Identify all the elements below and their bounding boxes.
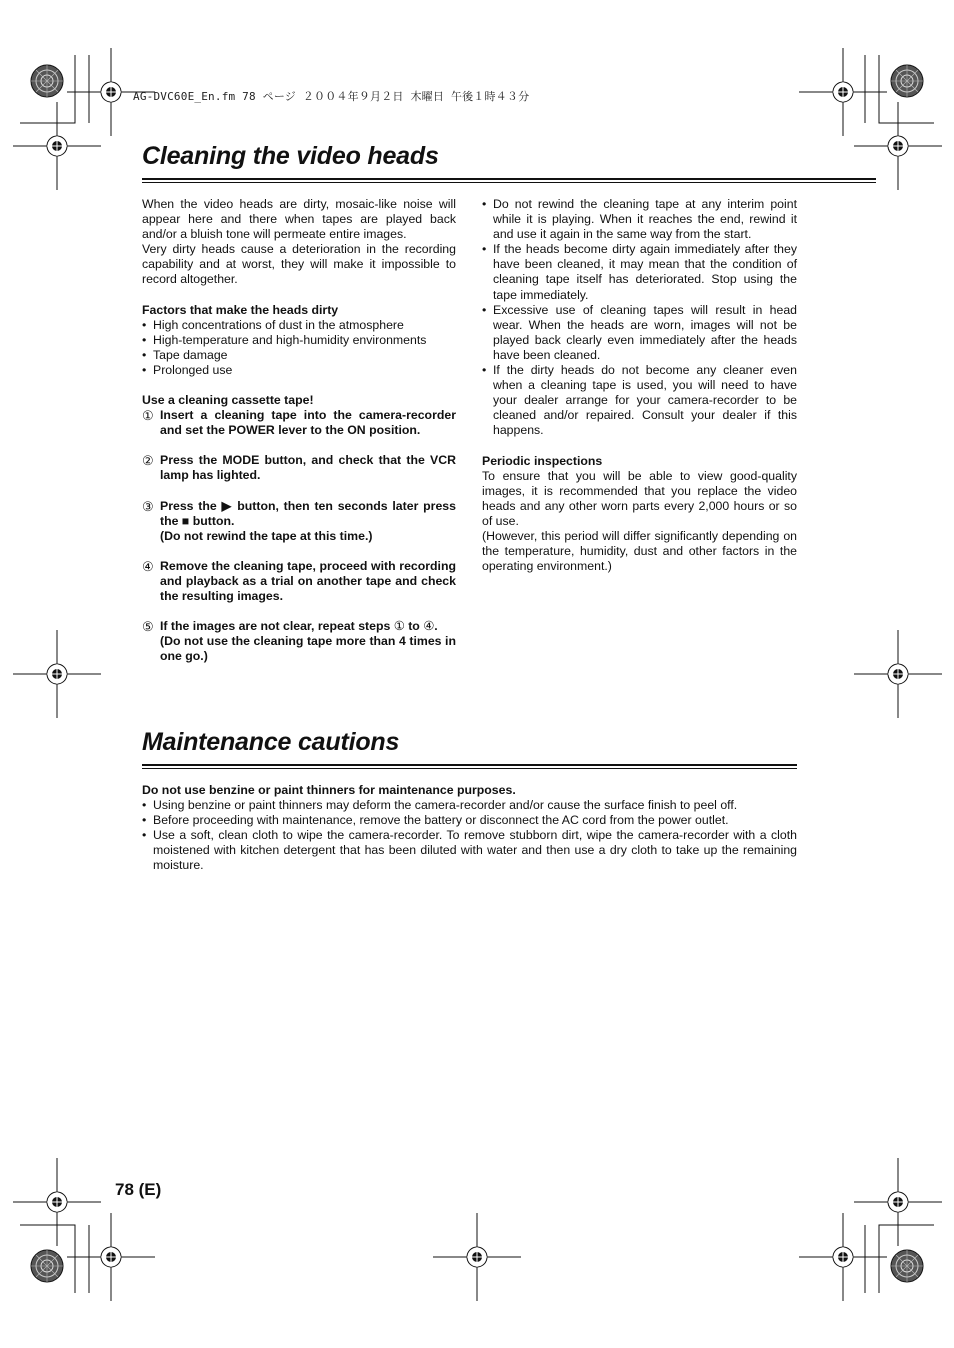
periodic-paragraph: To ensure that you will be able to view good-quality images, it is recommended that you replace the video heads and any other worn parts every 2,000 hours or so of use.: [482, 468, 797, 528]
periodic-heading: Periodic inspections: [482, 453, 603, 468]
header-file-info: AG-DVC60E_En.fm 78 ページ ２００４年９月２日 木曜日 午後１時４３分: [133, 90, 530, 103]
maintenance-warning: Do not use benzine or paint thinners for maintenance purposes.: [142, 783, 516, 797]
title-rule: [142, 182, 876, 183]
list-item: • Prolonged use: [142, 362, 233, 377]
step-2: ② Press the MODE button, and check that the VCR lamp has lighted.: [142, 453, 456, 483]
left-column: [142, 197, 456, 664]
step-4: ④ Remove the cleaning tape, proceed with recording and playback as a trial on another tape and check the resulting images.: [142, 558, 456, 603]
list-item: • Do not rewind the cleaning tape at any interim point while it is playing. When it reaches the end, rewind it and use it again in the same way from the start.: [482, 197, 797, 242]
intro-paragraph: When the video heads are dirty, mosaic-like noise will appear here and there when tapes are played back and/or a bluish tone will permeate entire images.: [142, 197, 456, 242]
step-5: ⑤ If the images are not clear, repeat steps ① to ④. (Do not use the cleaning tape more than 4 times in one go.): [142, 619, 456, 664]
list-item: • High-temperature and high-humidity environments: [142, 332, 427, 347]
title-rule: [142, 764, 797, 766]
right-column: [482, 197, 797, 574]
cleaning-tape-heading: Use a cleaning cassette tape!: [142, 393, 314, 408]
title-rule: [142, 768, 797, 769]
stop-icon: ■: [181, 513, 190, 528]
list-item: • Tape damage: [142, 347, 228, 362]
list-item: • High concentrations of dust in the atmosphere: [142, 317, 404, 332]
list-item: • If the dirty heads do not become any cleaner even when a cleaning tape is used, you will need to have your dealer arrange for your camera-recorder to be cleaned and/or repaired. Consult your dealer if this happens.: [482, 363, 797, 438]
list-item: • If the heads become dirty again immediately after they have been cleaned, it may mean that the condition of cleaning tape itself has deteriorated. Stop using the tape immediately.: [482, 242, 797, 302]
page-number: 78 (E): [115, 1180, 162, 1199]
play-icon: ▶: [221, 498, 233, 513]
factors-heading: Factors that make the heads dirty: [142, 302, 339, 317]
list-item: • Excessive use of cleaning tapes will result in head wear. When the heads are worn, images will not be played back clearly even immediately after the heads have been cleaned.: [482, 302, 797, 362]
list-item: • Using benzine or paint thinners may deform the camera-recorder and/or cause the surface finish to peel off.: [142, 798, 738, 813]
section-title-maintenance: Maintenance cautions: [142, 728, 400, 756]
list-item: • Use a soft, clean cloth to wipe the camera-recorder. To remove stubborn dirt, wipe the camera-recorder with a cloth moistened with kitchen detergent that has been diluted with water and then use a dry cloth to take up the remaining moisture.: [142, 828, 797, 873]
maintenance-content: [142, 783, 797, 874]
intro-paragraph: Very dirty heads cause a deterioration in the recording capability and at worst, they will make it impossible to record altogether.: [142, 242, 456, 287]
periodic-paragraph: (However, this period will differ significantly depending on the temperature, humidity, dust and other factors in the operating environment.): [482, 528, 797, 574]
list-item: • Before proceeding with maintenance, remove the battery or disconnect the AC cord from the power outlet.: [142, 813, 729, 828]
title-rule: [142, 178, 876, 180]
step-1: ① Insert a cleaning tape into the camera-recorder and set the POWER lever to the ON position.: [142, 408, 456, 438]
section-title-cleaning: Cleaning the video heads: [142, 142, 439, 170]
step-3: ③ Press the ▶ button, then ten seconds later press the ■ button. (Do not rewind the tape at this time.): [142, 498, 456, 543]
